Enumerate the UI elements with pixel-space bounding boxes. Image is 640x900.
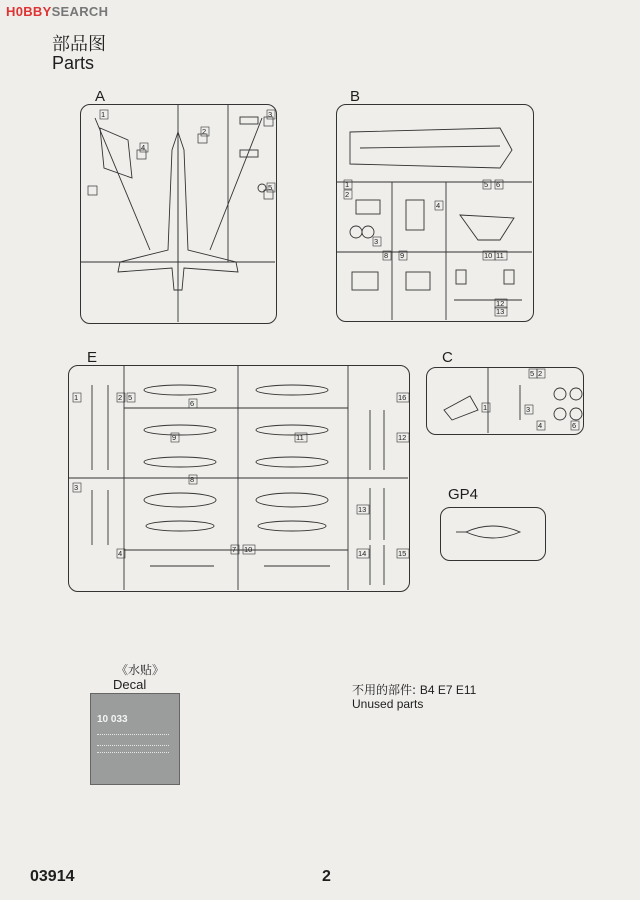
unused-parts-label-english: Unused parts xyxy=(352,697,424,711)
part-number-b-12: 12 xyxy=(496,299,505,308)
watermark-brand-a: H0BBY xyxy=(6,4,52,19)
part-number-b-4: 4 xyxy=(436,201,441,210)
part-number-c-4: 4 xyxy=(538,421,543,430)
part-number-a-2: 2 xyxy=(202,127,207,136)
part-number-b-11: 11 xyxy=(496,251,504,260)
page-title-english: Parts xyxy=(52,53,95,73)
decal-sheet-markings-2 xyxy=(97,752,169,763)
page-title-chinese: 部品图 xyxy=(52,34,106,55)
part-number-c-5: 5 xyxy=(530,369,535,378)
part-number-c-1: 1 xyxy=(483,403,488,412)
part-number-b-6: 6 xyxy=(496,180,501,189)
sprue-c-letter: C xyxy=(442,349,453,366)
decal-label-chinese: 《水贴》 xyxy=(116,663,165,677)
unused-parts-list: B4 E7 E11 xyxy=(419,683,477,697)
part-number-e-12: 12 xyxy=(398,433,407,442)
part-number-a-5: 5 xyxy=(268,183,273,192)
part-number-a-1: 1 xyxy=(101,110,106,119)
part-number-a-3: 3 xyxy=(268,110,273,119)
part-number-b-9: 9 xyxy=(400,251,405,260)
part-number-c-3: 3 xyxy=(526,405,531,414)
part-number-e-9: 9 xyxy=(172,433,177,442)
product-code: 03914 xyxy=(30,868,75,885)
page-number: 2 xyxy=(322,868,331,885)
part-number-e-7: 7 xyxy=(232,545,237,554)
sprue-gp4-letter: GP4 xyxy=(448,486,479,503)
part-number-e-3: 3 xyxy=(74,483,79,492)
part-number-e-4: 4 xyxy=(118,549,123,558)
decal-sheet-image xyxy=(90,693,180,785)
part-number-b-13: 13 xyxy=(496,307,505,316)
unused-parts-line xyxy=(352,681,476,698)
sprue-b-letter: B xyxy=(350,88,361,105)
part-number-e-6: 6 xyxy=(190,399,195,408)
unused-parts-label-chinese: 不用的部件: xyxy=(352,683,417,697)
decal-sheet-numbers: 10 033 xyxy=(97,714,128,725)
sprue-e-letter: E xyxy=(87,349,98,366)
part-number-b-10: 10 xyxy=(484,251,493,260)
part-number-e-15: 15 xyxy=(398,549,407,558)
part-number-e-14: 14 xyxy=(358,549,367,558)
part-number-e-10: 10 xyxy=(244,545,253,554)
part-number-b-5: 5 xyxy=(484,180,489,189)
part-number-c-2: 2 xyxy=(538,369,543,378)
sprue-a-letter: A xyxy=(95,88,106,105)
part-number-e-13: 13 xyxy=(358,505,367,514)
part-number-b-1: 1 xyxy=(345,180,350,189)
part-number-e-16: 16 xyxy=(398,393,407,402)
part-number-b-8: 8 xyxy=(384,251,389,260)
part-number-b-3: 3 xyxy=(374,237,379,246)
part-number-e-5: 5 xyxy=(128,393,133,402)
part-number-a-4: 4 xyxy=(141,143,146,152)
part-number-c-6: 6 xyxy=(572,421,577,430)
decal-label-english: Decal xyxy=(113,677,147,692)
part-number-e-8: 8 xyxy=(190,475,195,484)
part-number-e-1: 1 xyxy=(74,393,79,402)
watermark-brand-b: SEARCH xyxy=(51,4,109,19)
part-number-e-11: 11 xyxy=(296,433,304,442)
part-number-b-2: 2 xyxy=(345,190,350,199)
part-number-e-2: 2 xyxy=(118,393,123,402)
decal-sheet-markings xyxy=(97,734,169,746)
